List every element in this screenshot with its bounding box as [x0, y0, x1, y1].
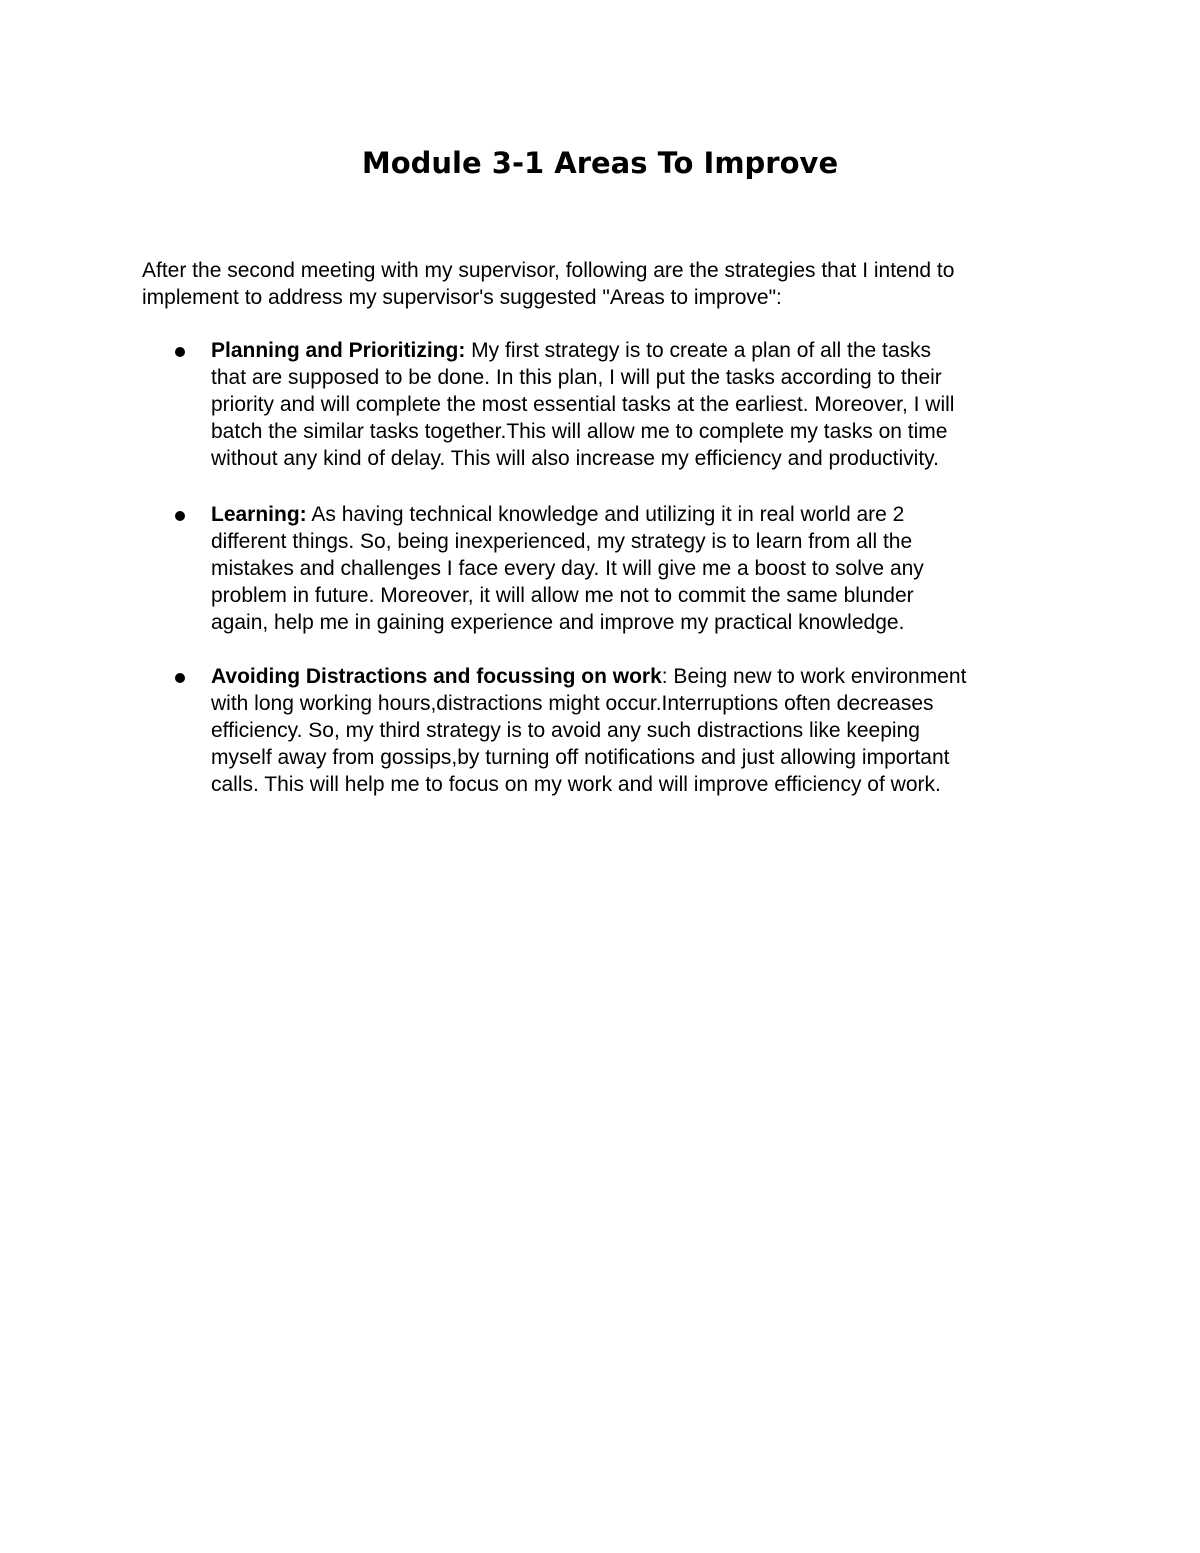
strategy-first-line-rest: : Being new to work environment	[661, 665, 967, 688]
bullet-icon	[175, 511, 185, 521]
strategy-first-line	[211, 337, 1081, 364]
strategy-line: calls. This will help me to focus on my work and will improve efficiency of work.	[211, 773, 941, 796]
strategy-heading: Avoiding Distractions and focussing on work	[211, 665, 662, 688]
intro-line: After the second meeting with my supervisor, following are the strategies that I intend to	[142, 259, 955, 282]
strategy-first-line-rest: As having technical knowledge and utilizing it in real world are 2	[306, 503, 905, 526]
strategy-line: with long working hours,distractions might occur.Interruptions often decreases	[211, 692, 934, 715]
strategy-heading: Learning:	[211, 503, 307, 526]
bullet-icon	[175, 347, 185, 357]
intro-line: implement to address my supervisor's suggested "Areas to improve":	[142, 286, 782, 309]
strategy-text	[211, 663, 1081, 798]
strategy-line: problem in future. Moreover, it will allow me not to commit the same blunder	[211, 584, 914, 607]
bullet-icon	[175, 673, 185, 683]
strategy-line: batch the similar tasks together.This will allow me to complete my tasks on time	[211, 420, 948, 443]
document-title: Module 3-1 Areas To Improve	[361, 146, 839, 180]
strategy-line: different things. So, being inexperienced, my strategy is to learn from all the	[211, 530, 913, 553]
strategy-first-line-rest: My first strategy is to create a plan of all the tasks	[465, 339, 932, 362]
intro-paragraph	[142, 257, 1072, 311]
strategy-text	[211, 337, 1081, 472]
strategy-line: myself away from gossips,by turning off notifications and just allowing important	[211, 746, 950, 769]
strategy-line: again, help me in gaining experience and improve my practical knowledge.	[211, 611, 905, 634]
strategy-line: without any kind of delay. This will also increase my efficiency and productivity.	[211, 447, 939, 470]
strategy-line: efficiency. So, my third strategy is to avoid any such distractions like keeping	[211, 719, 920, 742]
strategy-line: that are supposed to be done. In this plan, I will put the tasks according to their	[211, 366, 942, 389]
strategy-first-line	[211, 663, 1081, 690]
strategy-first-line	[211, 501, 1081, 528]
strategy-line: mistakes and challenges I face every day. It will give me a boost to solve any	[211, 557, 924, 580]
strategy-line: priority and will complete the most essential tasks at the earliest. Moreover, I will	[211, 393, 955, 416]
strategy-heading: Planning and Prioritizing:	[211, 339, 466, 362]
strategy-text	[211, 501, 1081, 636]
